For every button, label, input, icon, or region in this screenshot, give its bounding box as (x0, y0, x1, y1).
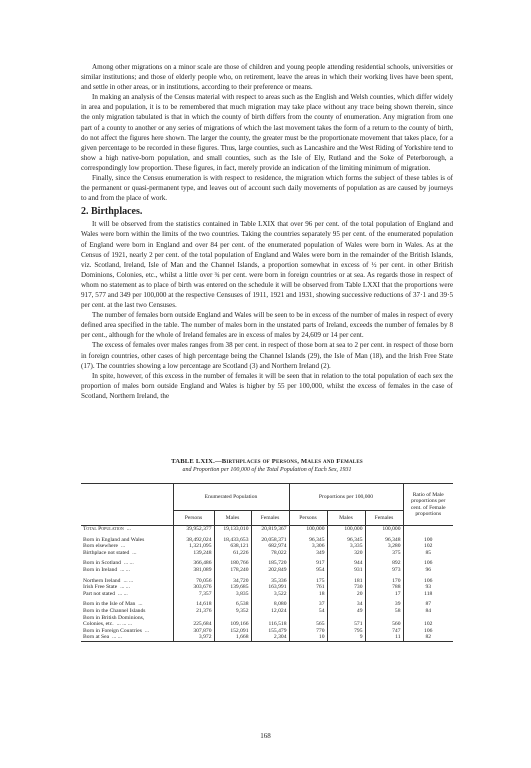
row-leader-dots: ... ... (118, 590, 128, 597)
table-row (81, 567, 453, 574)
cell-p-persons: 96,345 (289, 537, 327, 544)
table-caption-subtitle: and Proportion per 100,000 of the Total Population of Each Sex, 1931 (182, 467, 352, 473)
cell-p-persons: 761 (289, 584, 327, 591)
cell-females: 8,080 (251, 601, 289, 608)
cell-ratio (403, 526, 453, 533)
cell-p-females: 747 (365, 628, 403, 635)
cell-females: 202,849 (251, 567, 289, 574)
row-label (81, 634, 173, 641)
table-caption (81, 457, 453, 475)
table-caption-label: TABLE LXIX. (171, 458, 215, 465)
row-label (81, 621, 173, 628)
cell-p-females: 96,348 (365, 537, 403, 544)
row-label (81, 537, 173, 544)
cell-p-persons: 18 (289, 591, 327, 598)
table-row (81, 560, 453, 567)
cell-persons (173, 615, 214, 622)
header-prop-females: Females (365, 511, 403, 526)
row-leader-dots: ... (144, 627, 150, 634)
cell-males: 152,091 (214, 628, 251, 635)
cell-p-females: 788 (365, 584, 403, 591)
header-enumerated: Enumerated Population (173, 484, 289, 511)
cell-p-males (327, 615, 365, 622)
cell-p-females: 11 (365, 634, 403, 641)
cell-persons: 3,972 (173, 634, 214, 641)
cell-p-females: 973 (365, 567, 403, 574)
row-leader-dots: ... ... (112, 634, 122, 641)
cell-p-persons: 37 (289, 601, 327, 608)
row-label-text: Irish Free State (83, 584, 118, 591)
cell-p-females: 375 (365, 550, 403, 557)
header-males: Males (214, 511, 251, 526)
table-caption-text: —Birthplaces of Persons, Males and Females (215, 458, 363, 465)
cell-p-persons: 10 (289, 634, 327, 641)
page-number: 168 (260, 732, 271, 740)
table-row (81, 543, 453, 550)
paragraph: It will be observed from the statistics contained in Table LXIX that over 96 per cent. of the total population of England and Wales were born within the limits of the two countries. Taking the countries separately 95 per cent. of the enumerated population of England were born in England and over 84 per cent. of the enumerated population of Wales were born in Wales. As at the Census of 1921, nearly 2 per cent. of the total population of England and Wales were born in the remainder of the British Islands, viz. Scotland, Ireland, Isle of Man and the Channel Islands, a proportion somewhat in excess of ½ per cent. in other British Dominions, Colonies, etc., whilst a little over ¾ per cent. were born in foreign countries or at sea. As regards those in respect of whom no statement as to place of birth was entered on the schedule it will be observed from Table LXXI that the proportions were 917, 577 and 349 per 100,000 at the respective Censuses of 1911, 1921 and 1931, showing successive reductions of 37·1 and 39·5 per cent. at the last two Censuses. (81, 220, 453, 310)
cell-females: 163,991 (251, 584, 289, 591)
row-label (81, 628, 173, 635)
row-label-text: Northern Ireland (83, 577, 121, 584)
row-label (81, 526, 173, 533)
cell-ratio: 84 (403, 608, 453, 615)
row-label-text: Born in Foreign Countries (83, 627, 142, 634)
cell-p-persons: 565 (289, 621, 327, 628)
cell-ratio: 106 (403, 578, 453, 585)
cell-ratio: 96 (403, 567, 453, 574)
header-ratio: Ratio of Male proportions per cent. of Female proportions (403, 484, 453, 526)
cell-males: 3,835 (214, 591, 251, 598)
cell-p-males: 730 (327, 584, 365, 591)
cell-p-males: 3,335 (327, 543, 365, 550)
header-persons: Persons (173, 511, 214, 526)
cell-ratio: 100 (403, 537, 453, 544)
cell-p-females: 170 (365, 578, 403, 585)
cell-ratio: 106 (403, 628, 453, 635)
table-body (81, 526, 453, 642)
cell-p-females (365, 615, 403, 622)
cell-females: 20,058,371 (251, 537, 289, 544)
table-row (81, 621, 453, 628)
table-row (81, 526, 453, 533)
table-row (81, 634, 453, 641)
cell-p-males: 944 (327, 560, 365, 567)
cell-persons: 70,056 (173, 578, 214, 585)
cell-p-males: 9 (327, 634, 365, 641)
row-label (81, 608, 173, 615)
cell-persons: 7,357 (173, 591, 214, 598)
row-label-text: Birthplace not stated (83, 549, 130, 556)
cell-p-females: 560 (365, 621, 403, 628)
row-label (81, 584, 173, 591)
cell-p-persons: 3,306 (289, 543, 327, 550)
row-leader-dots: ... ... (123, 577, 134, 584)
row-leader-dots: ... ... (120, 584, 130, 591)
cell-males: 109,166 (214, 621, 251, 628)
paragraph: In spite, however, of this excess in the number of females it will be seen that in relation to the total population of each sex the proportion of males born outside England and Wales is higher by 55 per 100,000, whilst the excess of females in the case of Scotland, Northern Ireland, the (81, 371, 453, 400)
table-row (81, 537, 453, 544)
cell-males: 6,538 (214, 601, 251, 608)
cell-ratio: 93 (403, 584, 453, 591)
cell-females: 3,522 (251, 591, 289, 598)
header-females: Females (251, 511, 289, 526)
row-leader-dots: ... (126, 526, 131, 532)
row-label-text: Born at Sea (83, 634, 110, 641)
cell-p-persons: 349 (289, 550, 327, 557)
table-row (81, 550, 453, 557)
cell-p-males: 181 (327, 578, 365, 585)
cell-males: 9,352 (214, 608, 251, 615)
table-row (81, 601, 453, 608)
row-label-text: Born in the Isle of Man (83, 601, 136, 608)
row-leader-dots: ... (120, 543, 126, 550)
table-caption-title (81, 457, 453, 466)
cell-p-persons: 954 (289, 567, 327, 574)
cell-males: 178,240 (214, 567, 251, 574)
paragraph: Finally, since the Census enumeration is with respect to residence, the migration which forms the subject of these tables is of the permanent or quasi-permanent type, and leaves out of account such daily movements of population as are caused by journeys to and from the place of work. (81, 174, 453, 203)
row-label-text: Born in Scotland (83, 560, 121, 567)
cell-persons: 307,870 (173, 628, 214, 635)
section-heading: 2. Birthplaces. (81, 206, 143, 218)
row-leader-dots: ... (138, 601, 143, 608)
row-label (81, 578, 173, 585)
paragraph: In making an analysis of the Census material with respect to areas such as the English and Welsh counties, which differ widely in area and population, it is to be remembered that much migration may take place without any trace being shown therein, since the only migration tabulated is that in which the county of birth differs from the county of enumeration. Any migration from one part of a county to another or any series of migrations of which the last movement takes the form of a return to the county of birth, do not affect the figures here shown. The larger the county, the greater must be the proportionate movement that takes place, for a given percentage to be recorded in these figures. Thus, large counties, such as Lancashire and the West Riding of Yorkshire tend to show a high native-born population, and small counties, such as the Isle of Ely, Rutland and the Soke of Peterborough, a correspondingly low proportion. These figures, in fact, merely provide an indication of the limiting minimum of migration. (81, 93, 453, 172)
cell-persons: 225,684 (173, 621, 214, 628)
cell-p-males: 100,000 (327, 526, 365, 533)
cell-persons: 21,376 (173, 608, 214, 615)
cell-females: 185,720 (251, 560, 289, 567)
paragraph: The excess of females over males ranges from 38 per cent. in respect of those born at sea to 2 per cent. in respect of those born in foreign countries, other cases of high percentage being the Channel Islands (29), the Isle of Man (18), and the Irish Free State (17). The countries showing a low percentage are Scotland (3) and Northern Ireland (2). (81, 341, 453, 370)
row-leader-dots: ... ... ... (116, 621, 132, 628)
cell-persons: 1,321,095 (173, 543, 214, 550)
body-text-top (81, 62, 453, 401)
cell-males: 34,720 (214, 578, 251, 585)
cell-p-persons (289, 615, 327, 622)
cell-females (251, 615, 289, 622)
row-label (81, 543, 173, 550)
cell-p-males: 49 (327, 608, 365, 615)
cell-females: 682,974 (251, 543, 289, 550)
header-prop-males: Males (327, 511, 365, 526)
cell-p-persons: 175 (289, 578, 327, 585)
paragraph: Among other migrations on a minor scale are those of children and young people attending residential schools, universities or similar institutions; and those of elderly people who, on retirement, leave the areas in which their working lives have been spent, and settle in other areas, or in institutions, according to their preference or means. (81, 63, 453, 92)
cell-p-females: 100,000 (365, 526, 403, 533)
row-label-text: Part not stated (83, 590, 116, 597)
row-label-text: Born elsewhere (83, 543, 118, 550)
cell-p-males: 320 (327, 550, 365, 557)
cell-p-males: 931 (327, 567, 365, 574)
cell-ratio: 102 (403, 543, 453, 550)
cell-ratio: 106 (403, 560, 453, 567)
cell-p-females: 39 (365, 601, 403, 608)
cell-persons: 39,952,377 (173, 526, 214, 533)
row-leader-dots: ... ... (123, 560, 134, 567)
cell-persons: 381,089 (173, 567, 214, 574)
cell-females: 2,304 (251, 634, 289, 641)
cell-males: 61,226 (214, 550, 251, 557)
cell-p-males: 34 (327, 601, 365, 608)
table-row (81, 628, 453, 635)
table-row (81, 608, 453, 615)
cell-males: 638,121 (214, 543, 251, 550)
cell-females: 12,024 (251, 608, 289, 615)
cell-ratio: 85 (403, 550, 453, 557)
cell-p-persons: 100,000 (289, 526, 327, 533)
row-label (81, 615, 173, 622)
table-row (81, 615, 453, 622)
cell-females: 78,022 (251, 550, 289, 557)
cell-p-persons: 54 (289, 608, 327, 615)
row-label (81, 601, 173, 608)
row-label-text: Born in British Dominions, (83, 614, 145, 621)
cell-p-males: 571 (327, 621, 365, 628)
cell-persons: 38,492,024 (173, 537, 214, 544)
cell-p-females: 58 (365, 608, 403, 615)
cell-p-females: 892 (365, 560, 403, 567)
cell-p-males: 795 (327, 628, 365, 635)
cell-p-males: 20 (327, 591, 365, 598)
cell-males (214, 615, 251, 622)
cell-persons: 366,486 (173, 560, 214, 567)
cell-persons: 139,248 (173, 550, 214, 557)
cell-males: 19,133,010 (214, 526, 251, 533)
cell-ratio: 102 (403, 621, 453, 628)
row-label (81, 560, 173, 567)
table-row (81, 578, 453, 585)
cell-ratio (403, 615, 453, 622)
cell-ratio: 118 (403, 591, 453, 598)
cell-p-females: 17 (365, 591, 403, 598)
birthplaces-table (81, 483, 453, 642)
cell-males: 180,766 (214, 560, 251, 567)
cell-males: 139,685 (214, 584, 251, 591)
header-prop-persons: Persons (289, 511, 327, 526)
cell-p-females: 3,280 (365, 543, 403, 550)
cell-females: 35,336 (251, 578, 289, 585)
cell-persons: 14,618 (173, 601, 214, 608)
row-leader-dots: ... ... (120, 566, 130, 573)
cell-p-males: 96,345 (327, 537, 365, 544)
row-label-text: Born in England and Wales (83, 536, 145, 543)
cell-p-persons: 917 (289, 560, 327, 567)
table-header-blank (81, 484, 173, 526)
table-row (81, 584, 453, 591)
row-label-text: Born in the Channel Islands (83, 607, 146, 614)
cell-p-persons: 770 (289, 628, 327, 635)
paragraph: The number of females born outside England and Wales will be seen to be in excess of the number of males in respect of every defined area specified in the table. The number of males born in the unstated parts of Ireland, exceeds the number of females by 8 per cent., although for the whole of Ireland females are in excess of males by 24,609 or 14 per cent. (81, 311, 453, 340)
cell-females: 155,479 (251, 628, 289, 635)
cell-persons: 303,676 (173, 584, 214, 591)
row-label-text: Total Population (83, 526, 124, 532)
cell-males: 18,433,653 (214, 537, 251, 544)
row-leader-dots: ... (132, 549, 137, 556)
table-row (81, 591, 453, 598)
cell-females: 116,518 (251, 621, 289, 628)
row-label-text: Born in Ireland (83, 566, 118, 573)
row-label (81, 591, 173, 598)
cell-ratio: 87 (403, 601, 453, 608)
row-label (81, 567, 173, 574)
cell-females: 20,819,367 (251, 526, 289, 533)
cell-males: 1,668 (214, 634, 251, 641)
cell-ratio: 82 (403, 634, 453, 641)
row-label (81, 550, 173, 557)
header-proportions: Proportions per 100,000 (289, 484, 403, 511)
row-label-text: Colonies, etc. (83, 621, 114, 628)
